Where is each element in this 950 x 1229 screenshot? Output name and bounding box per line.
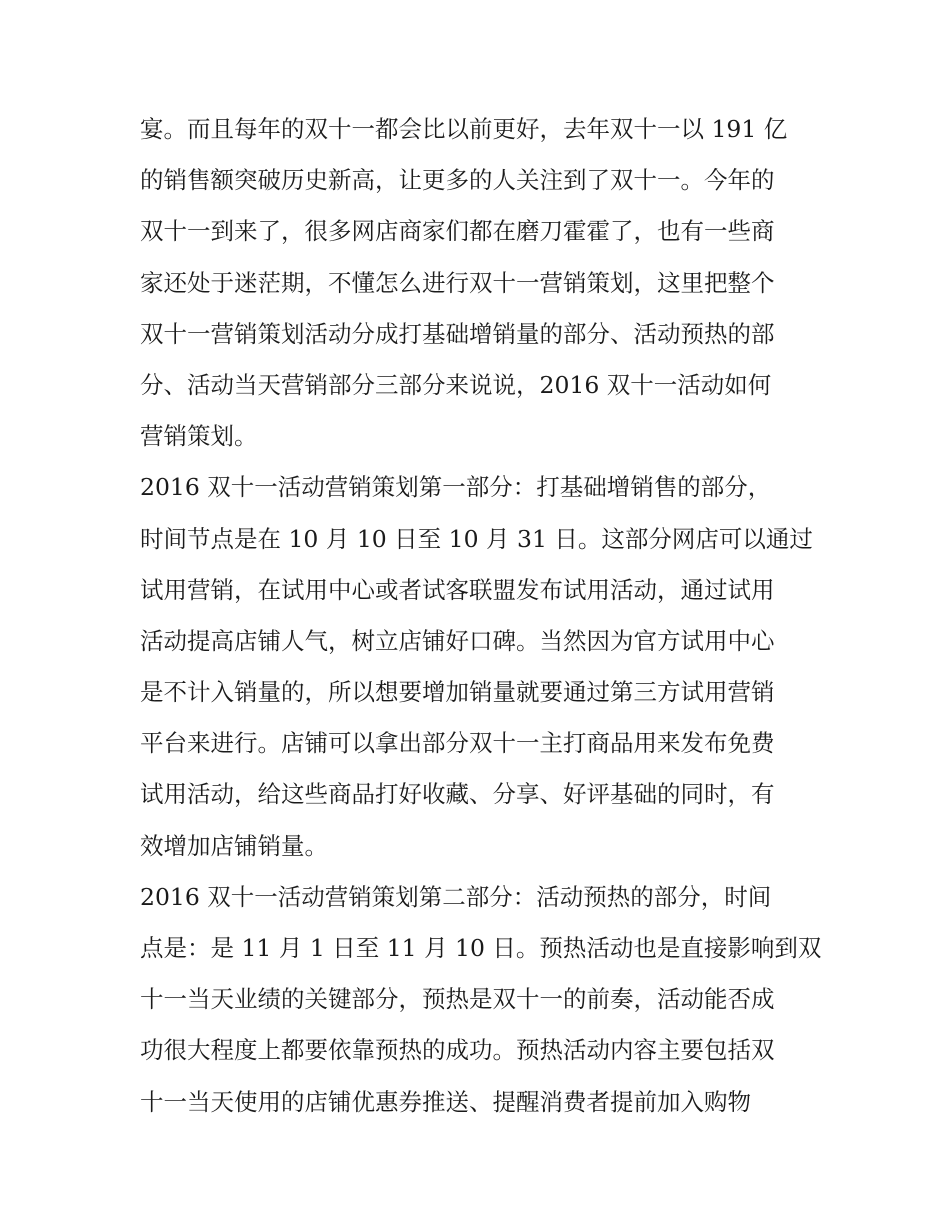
- text-line: 平台来进行。店铺可以拿出部分双十一主打商品用来发布免费: [140, 729, 775, 758]
- text-line: 活动提高店铺人气，树立店铺好口碑。当然因为官方试用中心: [140, 626, 775, 655]
- text-line: 试用活动，给这些商品打好收藏、分享、好评基础的同时，有: [140, 780, 775, 809]
- text-line: 功很大程度上都要依靠预热的成功。预热活动内容主要包括双: [140, 1036, 775, 1065]
- text-line: 双十一营销策划活动分成打基础增销量的部分、活动预热的部: [140, 319, 775, 348]
- text-line: 分、活动当天营销部分三部分来说说，2016 双十一活动如何: [140, 370, 772, 399]
- text-line: 营销策划。: [140, 422, 258, 451]
- text-line: 效增加店铺销量。: [140, 831, 328, 860]
- text-line: 的销售额突破历史新高，让更多的人关注到了双十一。今年的: [140, 166, 775, 195]
- section-heading-line: 2016 双十一活动营销策划第一部分：打基础增销售的部分，: [140, 473, 772, 502]
- text-line: 是不计入销量的，所以想要增加销量就要通过第三方试用营销: [140, 678, 775, 707]
- text-line: 宴。而且每年的双十一都会比以前更好，去年双十一以 191 亿: [140, 115, 788, 143]
- text-line: 点是：是 11 月 1 日至 11 月 10 日。预热活动也是直接影响到双: [140, 934, 822, 962]
- text-line: 双十一到来了，很多网店商家们都在磨刀霍霍了，也有一些商: [140, 217, 775, 246]
- section-heading-line: 2016 双十一活动营销策划第二部分：活动预热的部分，时间: [140, 882, 772, 911]
- body-text: [140, 104, 820, 1128]
- text-line: 家还处于迷茫期，不懂怎么进行双十一营销策划，这里把整个: [140, 268, 775, 297]
- text-line: 时间节点是在 10 月 10 日至 10 月 31 日。这部分网店可以通过: [140, 524, 813, 553]
- text-line: 试用营销，在试用中心或者试客联盟发布试用活动，通过试用: [140, 575, 775, 604]
- text-line: 十一当天使用的店铺优惠券推送、提醒消费者提前加入购物: [140, 1087, 751, 1116]
- text-line: 十一当天业绩的关键部分，预热是双十一的前奏，活动能否成: [140, 985, 775, 1014]
